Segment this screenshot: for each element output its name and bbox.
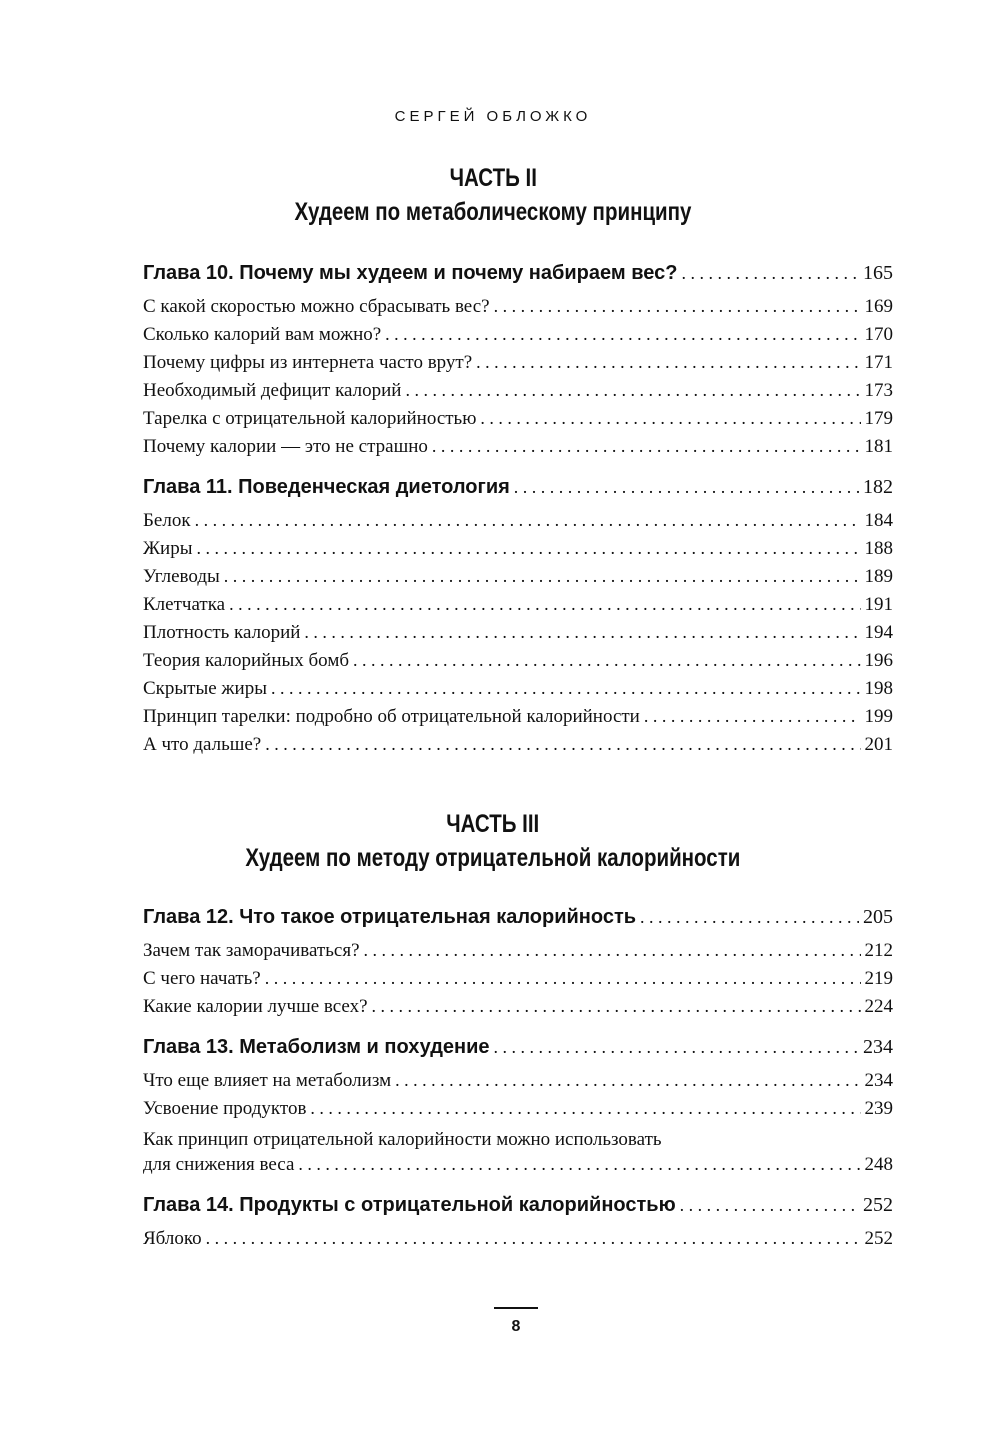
section-title-line1[interactable]: Как принцип отрицательной калорийности можно использовать [143, 1129, 662, 1150]
part-3-label: ЧАСТЬ III [446, 810, 540, 838]
chapter-title: Глава 10. Почему мы худеем и почему набираем вес? [143, 262, 678, 284]
toc-section[interactable] [143, 566, 893, 594]
dot-leader [265, 968, 861, 989]
toc-section[interactable] [143, 324, 893, 352]
section-page: 239 [864, 1098, 893, 1119]
toc-section[interactable] [143, 1154, 893, 1182]
dot-leader [494, 1037, 859, 1058]
dot-leader [395, 1070, 860, 1091]
section-page: 194 [864, 622, 893, 643]
toc-section[interactable] [143, 510, 893, 538]
dot-leader [514, 477, 859, 498]
section-page: 184 [864, 510, 893, 531]
dot-leader [364, 940, 861, 961]
toc-section[interactable] [143, 1098, 893, 1126]
section-title: Необходимый дефицит калорий [143, 380, 402, 401]
part-2-heading [0, 162, 986, 230]
dot-leader [681, 263, 859, 284]
toc-section[interactable] [143, 594, 893, 622]
section-title: Углеводы [143, 566, 220, 587]
toc-section[interactable] [143, 408, 893, 436]
section-page: 169 [864, 296, 893, 317]
dot-leader [353, 650, 860, 671]
part-2-label: ЧАСТЬ II [449, 164, 537, 192]
toc-chapter-11[interactable] [143, 476, 893, 510]
toc-chapter-10[interactable] [143, 262, 893, 296]
toc-chapter-12[interactable] [143, 906, 893, 940]
part-3-toc [143, 906, 893, 1256]
section-page: 252 [864, 1228, 893, 1249]
toc-chapter-14[interactable] [143, 1194, 893, 1228]
dot-leader [644, 706, 861, 727]
section-page: 219 [864, 968, 893, 989]
section-page: 212 [864, 940, 893, 961]
section-title: Что еще влияет на метаболизм [143, 1070, 392, 1091]
dot-leader [298, 1154, 860, 1175]
section-page: 173 [864, 380, 893, 401]
chapter-title: Глава 13. Метаболизм и похудение [143, 1036, 490, 1058]
section-title: для снижения веса [143, 1154, 295, 1175]
footer-rule [494, 1307, 538, 1309]
dot-leader [405, 380, 860, 401]
page-number: 8 [511, 1318, 521, 1335]
section-title: С какой скоростью можно сбрасывать вес? [143, 296, 490, 317]
dot-leader [432, 436, 861, 457]
section-page: 171 [864, 352, 893, 373]
section-title: Белок [143, 510, 191, 531]
section-page: 224 [864, 996, 893, 1017]
dot-leader [265, 734, 860, 755]
chapter-title: Глава 14. Продукты с отрицательной калорийностью [143, 1194, 676, 1216]
toc-section[interactable] [143, 940, 893, 968]
toc-section[interactable] [143, 968, 893, 996]
toc-section[interactable] [143, 996, 893, 1024]
toc-section[interactable] [143, 678, 893, 706]
chapter-title: Глава 11. Поведенческая диетология [143, 476, 510, 498]
part-3-heading [0, 808, 986, 876]
section-page: 189 [864, 566, 893, 587]
section-page: 196 [864, 650, 893, 671]
section-title: Принцип тарелки: подробно об отрицательной калорийности [143, 706, 640, 727]
section-page: 201 [864, 734, 893, 755]
chapter-title: Глава 12. Что такое отрицательная калорийность [143, 906, 637, 928]
dot-leader [224, 566, 861, 587]
section-title: Клетчатка [143, 594, 226, 615]
part-3-title: Худеем по методу отрицательной калорийности [245, 844, 741, 872]
dot-leader [680, 1195, 859, 1216]
toc-section[interactable] [143, 622, 893, 650]
section-page: 179 [864, 408, 893, 429]
part-2-toc [143, 262, 893, 762]
toc-section[interactable] [143, 734, 893, 762]
dot-leader [206, 1228, 861, 1249]
section-title: Какие калории лучше всех? [143, 996, 368, 1017]
chapter-page: 205 [863, 906, 893, 928]
dot-leader [229, 594, 860, 615]
section-title: Теория калорийных бомб [143, 650, 350, 671]
section-page: 191 [864, 594, 893, 615]
section-page: 181 [864, 436, 893, 457]
toc-section[interactable] [143, 380, 893, 408]
section-title: Почему цифры из интернета часто врут? [143, 352, 473, 373]
toc-section[interactable] [143, 296, 893, 324]
section-title: Тарелка с отрицательной калорийностью [143, 408, 477, 429]
dot-leader [372, 996, 861, 1017]
section-page: 170 [864, 324, 893, 345]
section-page: 188 [864, 538, 893, 559]
section-page: 234 [864, 1070, 893, 1091]
chapter-page: 252 [863, 1194, 893, 1216]
chapter-page: 234 [863, 1036, 893, 1058]
dot-leader [476, 352, 860, 373]
chapter-page: 182 [863, 476, 893, 498]
dot-leader [310, 1098, 860, 1119]
dot-leader [640, 907, 859, 928]
section-page: 198 [864, 678, 893, 699]
toc-section[interactable] [143, 706, 893, 734]
dot-leader [271, 678, 861, 699]
part-2-title: Худеем по метаболическому принципу [294, 198, 692, 226]
dot-leader [494, 296, 861, 317]
section-title: Почему калории — это не страшно [143, 436, 428, 457]
section-title: Жиры [143, 538, 193, 559]
dot-leader [196, 538, 860, 559]
section-title: А что дальше? [143, 734, 262, 755]
section-page: 248 [864, 1154, 893, 1175]
section-page: 199 [864, 706, 893, 727]
section-title: Зачем так заморачиваться? [143, 940, 360, 961]
toc-chapter-13[interactable] [143, 1036, 893, 1070]
toc-section[interactable] [143, 1228, 893, 1256]
section-title: Сколько калорий вам можно? [143, 324, 382, 345]
section-title: Усвоение продуктов [143, 1098, 307, 1119]
toc-section[interactable] [143, 1070, 893, 1098]
dot-leader [304, 622, 860, 643]
toc-section[interactable] [143, 538, 893, 566]
running-head: СЕРГЕЙ ОБЛОЖКО [394, 108, 592, 125]
dot-leader [480, 408, 860, 429]
toc-section[interactable] [143, 436, 893, 464]
dot-leader [195, 510, 861, 531]
toc-section[interactable] [143, 352, 893, 380]
section-title: Скрытые жиры [143, 678, 267, 699]
section-title: Яблоко [143, 1228, 202, 1249]
section-title: С чего начать? [143, 968, 261, 989]
dot-leader [385, 324, 860, 345]
chapter-page: 165 [863, 262, 893, 284]
section-title: Плотность калорий [143, 622, 301, 643]
toc-section[interactable] [143, 650, 893, 678]
